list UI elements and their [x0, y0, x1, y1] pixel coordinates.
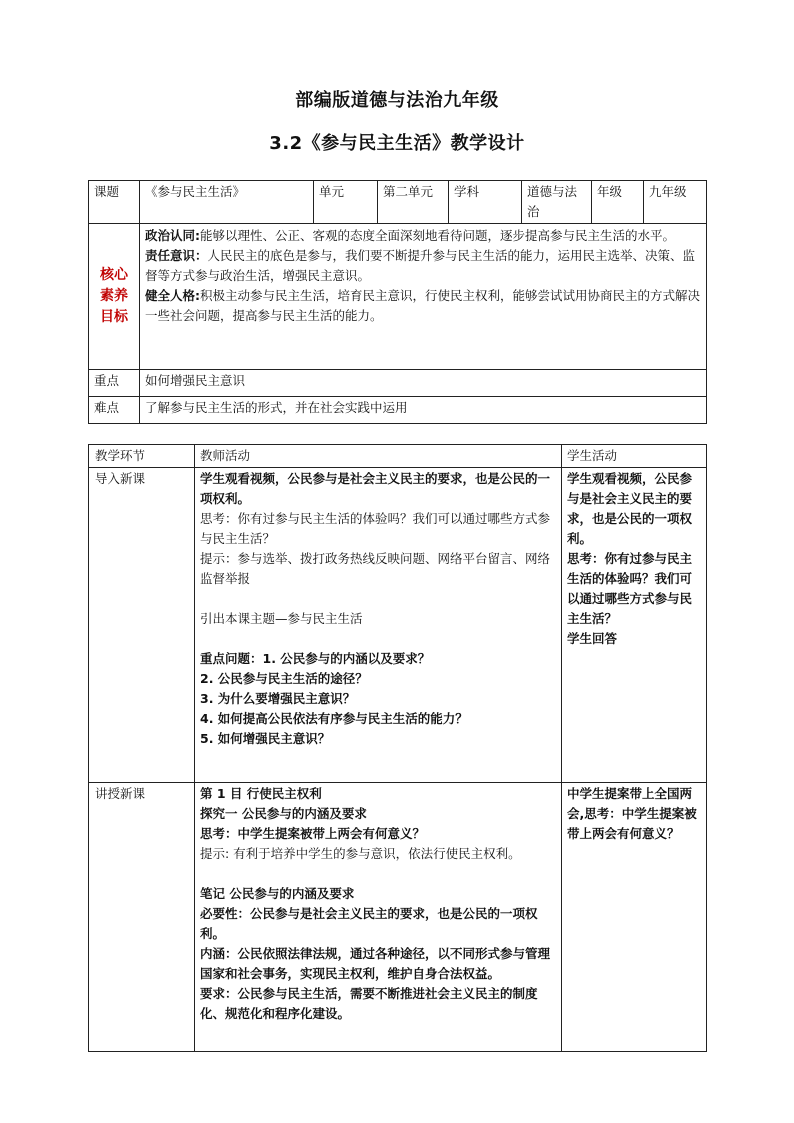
teacher-activity-lecture	[195, 783, 562, 1052]
subject-value: 道德与法治	[522, 181, 592, 224]
spacer	[200, 629, 556, 649]
document-subtitle: 3.2《参与民主生活》教学设计	[269, 133, 525, 154]
goal-text: 人民民主的底色是参与，我们要不断提升参与民主生活的能力，运用民主选举、决策、监督等方式参与政治生活，增强民主意识。	[145, 248, 696, 283]
teacher-text: 提示: 有利于培养中学生的参与意识，依法行使民主权利。	[200, 846, 521, 861]
teacher-text: 提示：参与选举、拨打政务热线反映问题、网络平台留言、网络监督举报	[200, 551, 551, 586]
teacher-text: 第 1 目 行使民主权利	[200, 786, 322, 801]
teacher-text: 引出本课主题—参与民主生活	[200, 611, 363, 626]
goals-label	[89, 224, 140, 370]
key-value: 如何增强民主意识	[140, 370, 707, 397]
info-table	[88, 180, 707, 424]
header-stage: 教学环节	[89, 445, 195, 468]
process-row-intro	[89, 468, 707, 783]
teacher-text: 2. 公民参与民主生活的途径？	[200, 671, 368, 686]
goals-label-line: 目标	[100, 309, 128, 325]
unit-value: 第二单元	[378, 181, 449, 224]
teacher-text: 3. 为什么要增强民主意识？	[200, 691, 356, 706]
subject-label: 学科	[449, 181, 522, 224]
difficulty-label: 难点	[89, 397, 140, 424]
goal-text: 能够以理性、公正、客观的态度全面深刻地看待问题，逐步提高参与民主生活的水平。	[200, 228, 676, 243]
grade-label: 年级	[592, 181, 644, 224]
teacher-text: 必要性：公民参与是社会主义民主的要求，也是公民的一项权利。	[200, 906, 538, 941]
teacher-text: 探究一 公民参与的内涵及要求	[200, 806, 367, 821]
teacher-text: 4. 如何提高公民依法有序参与民主生活的能力？	[200, 711, 468, 726]
info-row-difficulty	[89, 397, 707, 424]
spacer	[200, 864, 556, 884]
goals-content	[140, 224, 707, 370]
header-student: 学生活动	[562, 445, 707, 468]
goal-political	[145, 226, 701, 246]
goals-label-line: 素养	[100, 288, 128, 304]
teacher-text: 笔记 公民参与的内涵及要求	[200, 886, 355, 901]
student-text: 学生观看视频，公民参与是社会主义民主的要求，也是公民的一项权利。	[567, 471, 693, 546]
teacher-text: 要求：公民参与民主生活，需要不断推进社会主义民主的制度化、规范化和程序化建设。	[200, 986, 538, 1021]
info-row-key	[89, 370, 707, 397]
stage-intro: 导入新课	[89, 468, 195, 783]
teacher-text: 重点问题：1. 公民参与的内涵以及要求？	[200, 651, 431, 666]
process-header-row	[89, 445, 707, 468]
teacher-text: 思考：中学生提案被带上两会有何意义？	[200, 826, 426, 841]
unit-label: 单元	[314, 181, 378, 224]
teacher-text: 内涵：公民依照法律法规，通过各种途径，以不同形式参与管理国家和社会事务，实现民主权利，维护自身合法权益。	[200, 946, 551, 981]
key-label: 重点	[89, 370, 140, 397]
goal-label: 政治认同:	[145, 228, 200, 243]
process-row-lecture	[89, 783, 707, 1052]
goal-responsibility	[145, 246, 701, 286]
teacher-text: 学生观看视频，公民参与是社会主义民主的要求，也是公民的一项权利。	[200, 471, 551, 506]
student-text: 学生回答	[567, 631, 618, 646]
header-teacher: 教师活动	[195, 445, 562, 468]
goal-label: 责任意识：	[145, 248, 208, 263]
document-title: 部编版道德与法治九年级	[295, 90, 499, 111]
course-label: 课题	[89, 181, 140, 224]
teacher-activity-intro	[195, 468, 562, 783]
process-table	[88, 444, 707, 1052]
course-value: 《参与民主生活》	[140, 181, 314, 224]
goals-label-line: 核心	[100, 267, 128, 283]
student-text: 思考：你有过参与民主生活的体验吗？我们可以通过哪些方式参与民主生活？	[567, 551, 693, 626]
student-activity-intro	[562, 468, 707, 783]
spacer	[200, 589, 556, 609]
difficulty-value: 了解参与民主生活的形式，并在社会实践中运用	[140, 397, 707, 424]
student-activity-lecture	[562, 783, 707, 1052]
grade-value: 九年级	[644, 181, 707, 224]
stage-lecture: 讲授新课	[89, 783, 195, 1052]
goal-text: 积极主动参与民主生活，培育民主意识，行使民主权利，能够尝试试用协商民主的方式解决一些社会问题，提高参与民主生活的能力。	[145, 288, 701, 323]
teacher-text: 5. 如何增强民主意识？	[200, 731, 331, 746]
goal-personality	[145, 286, 701, 326]
info-row-goals	[89, 224, 707, 370]
student-text: 中学生提案带上全国两会,思考：中学生提案被带上两会有何意义？	[567, 786, 697, 841]
teacher-text: 思考：你有过参与民主生活的体验吗？我们可以通过哪些方式参与民主生活？	[200, 511, 551, 546]
info-row-header	[89, 181, 707, 224]
goal-label: 健全人格:	[145, 288, 200, 303]
